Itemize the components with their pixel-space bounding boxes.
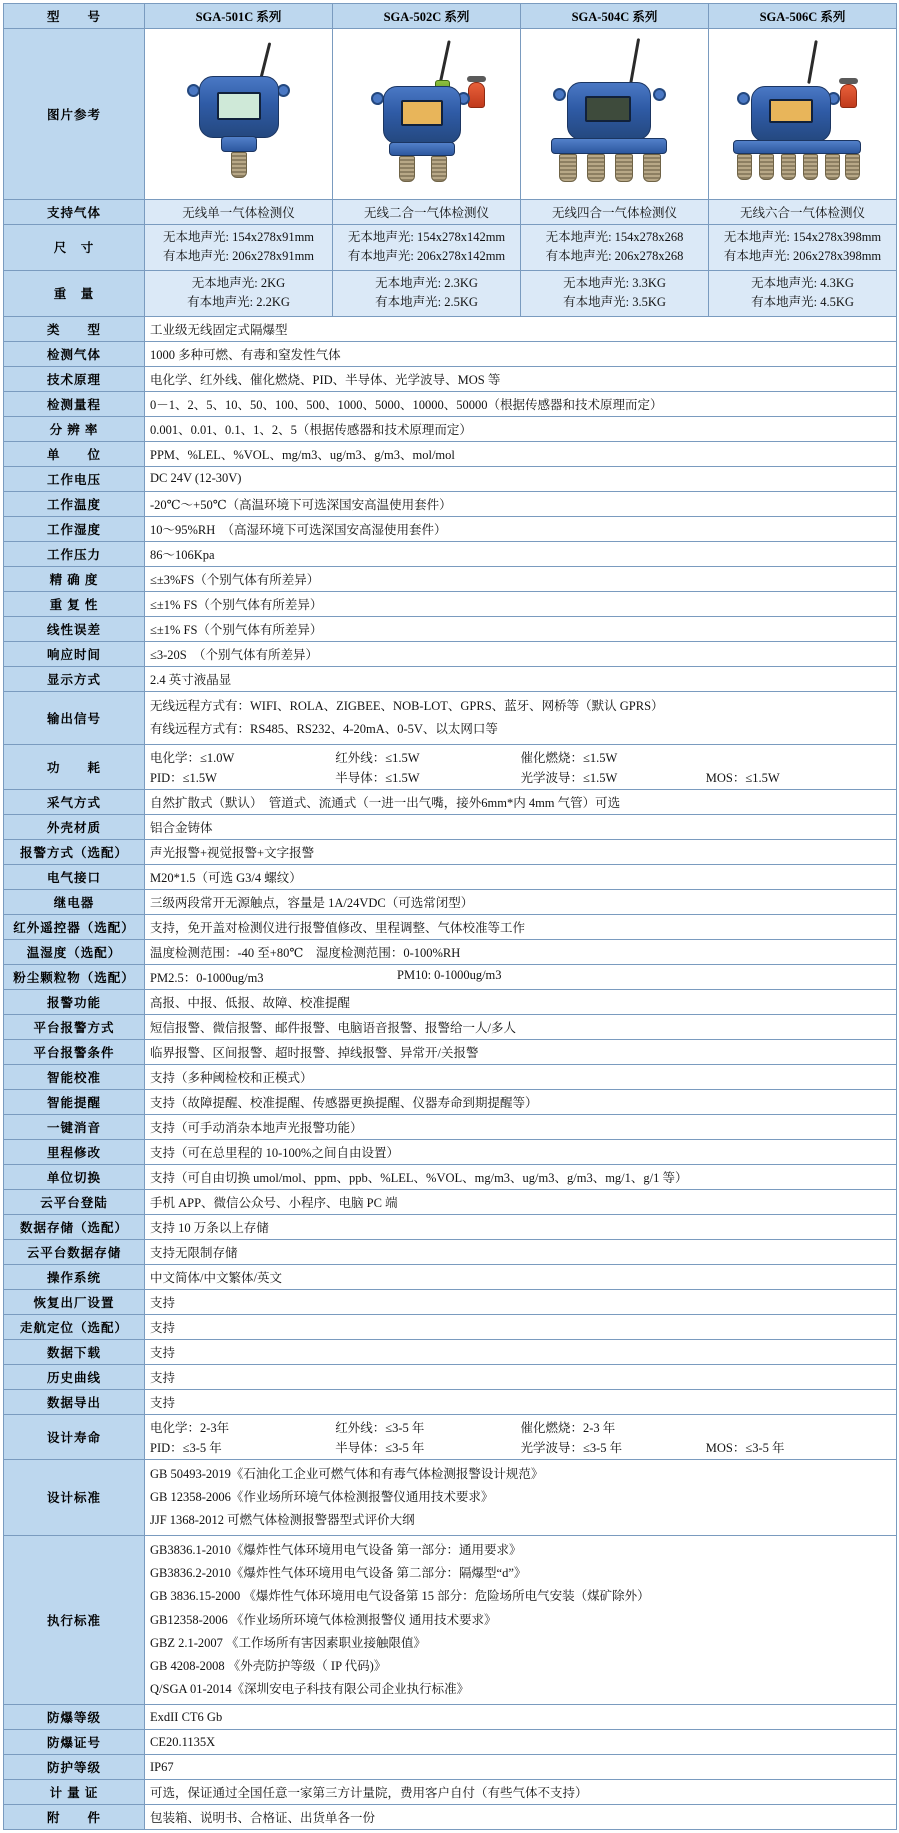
weight-502c-with-alarm: 有本地声光: 2.5KG bbox=[375, 295, 478, 310]
row-value-factory-reset: 支持 bbox=[145, 1289, 897, 1314]
weight-502c bbox=[333, 270, 521, 316]
row-label-linearity: 线性误差 bbox=[4, 616, 145, 641]
weight-506c bbox=[709, 270, 897, 316]
row-value-pressure: 86～106Kpa bbox=[145, 541, 897, 566]
row-label-housing: 外壳材质 bbox=[4, 814, 145, 839]
row-value-smart-reminder: 支持（故障提醒、校准提醒、传感器更换提醒、仪器寿命到期提醒等） bbox=[145, 1089, 897, 1114]
power-catalytic: 催化燃烧：≤1.5W bbox=[520, 750, 618, 765]
exec-standard-line-5: GBZ 2.1-2007 《工作场所有害因素职业接触限值》 bbox=[150, 1635, 427, 1650]
row-label-alarm-function: 报警功能 bbox=[4, 989, 145, 1014]
row-label-unit-switch: 单位切换 bbox=[4, 1164, 145, 1189]
power-optical: 光学波导：≤1.5W bbox=[520, 770, 618, 785]
sensor-probe bbox=[431, 156, 447, 182]
lifetime-catalytic: 催化燃烧：2-3 年 bbox=[520, 1420, 616, 1435]
table-row-data-download bbox=[4, 1339, 897, 1364]
row-label-gps-option: 走航定位（选配） bbox=[4, 1314, 145, 1339]
table-row-ir-remote bbox=[4, 914, 897, 939]
row-value-data-storage: 支持 10 万条以上存储 bbox=[145, 1214, 897, 1239]
sensor-probe bbox=[231, 152, 247, 178]
exec-standard-line-1: GB3836.1-2010《爆炸性气体环境用电气设备 第一部分：通用要求》 bbox=[150, 1543, 522, 1558]
weight-506c-no-alarm: 无本地声光: 4.3KG bbox=[751, 275, 854, 290]
row-value-ir-remote: 支持，免开盖对检测仪进行报警值修改、里程调整、气体校准等工作 bbox=[145, 914, 897, 939]
row-label-data-export: 数据导出 bbox=[4, 1389, 145, 1414]
table-row-cloud-login bbox=[4, 1189, 897, 1214]
power-electrochemical: 电化学：≤1.0W bbox=[150, 750, 235, 765]
row-label-data-download: 数据下载 bbox=[4, 1339, 145, 1364]
table-row-temperature bbox=[4, 491, 897, 516]
row-label-technology: 技术原理 bbox=[4, 366, 145, 391]
dust-blank bbox=[644, 968, 891, 986]
device-manifold bbox=[389, 142, 455, 156]
table-row-os bbox=[4, 1264, 897, 1289]
row-label-ex-rating: 防爆等级 bbox=[4, 1705, 145, 1730]
support-gas-501c: 无线单一气体检测仪 bbox=[145, 200, 333, 225]
row-label-data-storage: 数据存储（选配） bbox=[4, 1214, 145, 1239]
size-502c bbox=[333, 225, 521, 271]
lifetime-pid: PID：≤3-5 年 bbox=[150, 1440, 222, 1455]
table-row-size bbox=[4, 225, 897, 271]
size-501c-with-alarm: 有本地声光: 206x278x91mm bbox=[162, 249, 315, 264]
row-label-temperature: 工作温度 bbox=[4, 491, 145, 516]
row-label-repeatability: 重 复 性 bbox=[4, 591, 145, 616]
device-manifold bbox=[733, 140, 861, 154]
model-504c: SGA-504C 系列 bbox=[521, 4, 709, 29]
row-label-sampling: 采气方式 bbox=[4, 789, 145, 814]
table-row-response-time bbox=[4, 641, 897, 666]
power-pid: PID：≤1.5W bbox=[150, 770, 217, 785]
device-manifold bbox=[551, 138, 667, 154]
row-value-accessories: 包装箱、说明书、合格证、出货单各一份 bbox=[145, 1805, 897, 1830]
mount-ear-left-icon bbox=[553, 88, 566, 101]
table-row-dust bbox=[4, 964, 897, 989]
sensor-probe bbox=[737, 154, 752, 180]
row-label-metrology-cert: 计 量 证 bbox=[4, 1780, 145, 1805]
table-row-housing bbox=[4, 814, 897, 839]
model-506c: SGA-506C 系列 bbox=[709, 4, 897, 29]
design-standard-line-1: GB 50493-2019《石油化工企业可燃气体和有毒气体检测报警设计规范》 bbox=[150, 1466, 544, 1481]
row-label-unit: 单 位 bbox=[4, 441, 145, 466]
row-value-repeatability: ≤±1% FS（个别气体有所差异） bbox=[145, 591, 897, 616]
row-label-resolution: 分 辨 率 bbox=[4, 416, 145, 441]
dust-pm10: PM10: 0-1000ug/m3 bbox=[397, 967, 502, 982]
row-label-design-standard: 设计标准 bbox=[4, 1459, 145, 1535]
row-label-image-reference: 图片参考 bbox=[4, 29, 145, 200]
weight-504c-no-alarm: 无本地声光: 3.3KG bbox=[563, 275, 666, 290]
table-row-relay bbox=[4, 889, 897, 914]
row-label-support-gas: 支持气体 bbox=[4, 200, 145, 225]
row-value-platform-alarm-condition: 临界报警、区间报警、超时报警、掉线报警、异常开/关报警 bbox=[145, 1039, 897, 1064]
table-row-accuracy bbox=[4, 566, 897, 591]
mount-ear-right-icon bbox=[653, 88, 666, 101]
table-row-alarm-function bbox=[4, 989, 897, 1014]
design-standard-line-2: GB 12358-2006《作业场所环境气体检测报警仪通用技术要求》 bbox=[150, 1489, 494, 1504]
table-row-linearity bbox=[4, 616, 897, 641]
table-row-unit bbox=[4, 441, 897, 466]
row-label-ex-cert: 防爆证号 bbox=[4, 1730, 145, 1755]
specification-table bbox=[3, 3, 897, 1830]
row-value-temperature: -20℃～+50℃（高温环境下可选深国安高温使用套件） bbox=[145, 491, 897, 516]
exec-standard-line-4: GB12358-2006 《作业场所环境气体检测报警仪 通用技术要求》 bbox=[150, 1612, 497, 1627]
table-row-smart-calibration bbox=[4, 1064, 897, 1089]
row-value-response-time: ≤3-20S （个别气体有所差异） bbox=[145, 641, 897, 666]
lifetime-electrochemical: 电化学：2-3年 bbox=[150, 1420, 230, 1435]
row-label-detect-gas: 检测气体 bbox=[4, 341, 145, 366]
size-506c-no-alarm: 无本地声光: 154x278x398mm bbox=[723, 230, 882, 244]
support-gas-506c: 无线六合一气体检测仪 bbox=[709, 200, 897, 225]
model-501c: SGA-501C 系列 bbox=[145, 4, 333, 29]
row-label-platform-alarm-condition: 平台报警条件 bbox=[4, 1039, 145, 1064]
table-row-ex-cert bbox=[4, 1730, 897, 1755]
antenna-icon bbox=[628, 38, 639, 86]
row-value-display: 2.4 英寸液晶显 bbox=[145, 666, 897, 691]
row-label-power: 功 耗 bbox=[4, 744, 145, 789]
size-504c-with-alarm: 有本地声光: 206x278x268 bbox=[545, 249, 684, 264]
table-row-weight bbox=[4, 270, 897, 316]
table-row-range bbox=[4, 391, 897, 416]
size-502c-no-alarm: 无本地声光: 154x278x142mm bbox=[347, 230, 506, 244]
model-502c: SGA-502C 系列 bbox=[333, 4, 521, 29]
weight-501c-no-alarm: 无本地声光: 2KG bbox=[191, 275, 286, 290]
row-value-unit-switch: 支持（可自由切换 umol/mol、ppm、ppb、%LEL、%VOL、mg/m3、ug/m3、g/m3、mg/1、g/1 等） bbox=[145, 1164, 897, 1189]
weight-501c-with-alarm: 有本地声光: 2.2KG bbox=[187, 295, 290, 310]
sensor-probe bbox=[781, 154, 796, 180]
design-standard-line-3: JJF 1368-2012 可燃气体检测报警器型式评价大纲 bbox=[150, 1513, 415, 1527]
row-label-cloud-login: 云平台登陆 bbox=[4, 1189, 145, 1214]
power-mos: MOS：≤1.5W bbox=[705, 770, 780, 785]
device-display bbox=[401, 100, 443, 126]
table-row-ip-rating bbox=[4, 1755, 897, 1780]
row-label-alarm-mode: 报警方式（选配） bbox=[4, 839, 145, 864]
row-value-gps-option: 支持 bbox=[145, 1314, 897, 1339]
sensor-probe bbox=[615, 154, 633, 182]
row-value-output-signal bbox=[145, 691, 897, 744]
table-row-design-standard bbox=[4, 1459, 897, 1535]
row-value-dust bbox=[145, 964, 897, 989]
table-row-pressure bbox=[4, 541, 897, 566]
row-label-lifetime: 设计寿命 bbox=[4, 1414, 145, 1459]
antenna-icon bbox=[807, 40, 818, 84]
sensor-probe bbox=[643, 154, 661, 182]
output-signal-wired: 有线远程方式有：RS485、RS232、4-20mA、0-5V、以太网口等 bbox=[150, 721, 498, 736]
dust-grid bbox=[150, 968, 891, 986]
device-image-504c bbox=[521, 29, 709, 200]
row-value-voltage: DC 24V (12-30V) bbox=[145, 466, 897, 491]
row-value-linearity: ≤±1% FS（个别气体有所差异） bbox=[145, 616, 897, 641]
alarm-beacon-icon bbox=[840, 84, 857, 108]
table-row-output-signal bbox=[4, 691, 897, 744]
row-label-accessories: 附 件 bbox=[4, 1805, 145, 1830]
row-label-temp-humidity-option: 温湿度（选配） bbox=[4, 939, 145, 964]
row-label-output-signal: 输出信号 bbox=[4, 691, 145, 744]
row-label-pressure: 工作压力 bbox=[4, 541, 145, 566]
device-display bbox=[217, 92, 261, 120]
row-label-ir-remote: 红外遥控器（选配） bbox=[4, 914, 145, 939]
table-row-metrology-cert bbox=[4, 1780, 897, 1805]
row-label-electrical-interface: 电气接口 bbox=[4, 864, 145, 889]
row-label-accuracy: 精 确 度 bbox=[4, 566, 145, 591]
device-neck bbox=[221, 136, 257, 152]
row-value-history-curve: 支持 bbox=[145, 1364, 897, 1389]
spec-sheet-page bbox=[0, 3, 899, 1830]
size-502c-with-alarm: 有本地声光: 206x278x142mm bbox=[347, 249, 506, 264]
row-label-exec-standard: 执行标准 bbox=[4, 1536, 145, 1705]
row-label-history-curve: 历史曲线 bbox=[4, 1364, 145, 1389]
table-row-range-modify bbox=[4, 1139, 897, 1164]
row-value-resolution: 0.001、0.01、0.1、1、2、5（根据传感器和技术原理而定） bbox=[145, 416, 897, 441]
size-506c bbox=[709, 225, 897, 271]
row-value-range-modify: 支持（可在总里程的 10-100%之间自由设置） bbox=[145, 1139, 897, 1164]
row-value-alarm-mode: 声光报警+视觉报警+文字报警 bbox=[145, 839, 897, 864]
row-value-ip-rating: IP67 bbox=[145, 1755, 897, 1780]
exec-standard-line-7: Q/SGA 01-2014《深圳安电子科技有限公司企业执行标准》 bbox=[150, 1681, 470, 1696]
table-row-support-gas bbox=[4, 200, 897, 225]
row-value-electrical-interface: M20*1.5（可选 G3/4 螺纹） bbox=[145, 864, 897, 889]
row-value-humidity: 10～95%RH （高湿环境下可选深国安高湿使用套件） bbox=[145, 516, 897, 541]
power-infrared: 红外线：≤1.5W bbox=[335, 750, 420, 765]
row-value-cloud-storage: 支持无限制存储 bbox=[145, 1239, 897, 1264]
dust-pm25: PM2.5：0-1000ug/m3 bbox=[150, 970, 264, 985]
row-label-smart-calibration: 智能校准 bbox=[4, 1064, 145, 1089]
device-display bbox=[769, 99, 813, 123]
power-grid bbox=[150, 748, 891, 786]
row-value-unit: PPM、%LEL、%VOL、mg/m3、ug/m3、g/m3、mol/mol bbox=[145, 441, 897, 466]
table-row-unit-switch bbox=[4, 1164, 897, 1189]
row-value-cloud-login: 手机 APP、微信公众号、小程序、电脑 PC 端 bbox=[145, 1189, 897, 1214]
row-value-detect-gas: 1000 多种可燃、有毒和窒发性气体 bbox=[145, 341, 897, 366]
row-value-accuracy: ≤±3%FS（个别气体有所差异） bbox=[145, 566, 897, 591]
row-value-design-standard bbox=[145, 1459, 897, 1535]
table-row-cloud-storage bbox=[4, 1239, 897, 1264]
table-row-detect-gas bbox=[4, 341, 897, 366]
table-row-resolution bbox=[4, 416, 897, 441]
row-value-metrology-cert: 可选，保证通过全国任意一家第三方计量院，费用客户自付（有些气体不支持） bbox=[145, 1780, 897, 1805]
size-506c-with-alarm: 有本地声光: 206x278x398mm bbox=[723, 249, 882, 264]
row-value-data-download: 支持 bbox=[145, 1339, 897, 1364]
table-row-display bbox=[4, 666, 897, 691]
table-row-temp-humidity-option bbox=[4, 939, 897, 964]
support-gas-504c: 无线四合一气体检测仪 bbox=[521, 200, 709, 225]
sensor-probe bbox=[399, 156, 415, 182]
weight-504c bbox=[521, 270, 709, 316]
sensor-probe bbox=[845, 154, 860, 180]
row-label-platform-alarm-mode: 平台报警方式 bbox=[4, 1014, 145, 1039]
row-label-range-modify: 里程修改 bbox=[4, 1139, 145, 1164]
table-row-alarm-mode bbox=[4, 839, 897, 864]
table-row-accessories bbox=[4, 1805, 897, 1830]
row-value-range: 0－1、2、5、10、50、100、500、1000、5000、10000、50000（根据传感器和技术原理而定） bbox=[145, 391, 897, 416]
row-label-size: 尺 寸 bbox=[4, 225, 145, 271]
row-value-exec-standard bbox=[145, 1536, 897, 1705]
table-row-platform-alarm-condition bbox=[4, 1039, 897, 1064]
row-label-smart-reminder: 智能提醒 bbox=[4, 1089, 145, 1114]
row-value-housing: 铝合金铸体 bbox=[145, 814, 897, 839]
sensor-probe bbox=[587, 154, 605, 182]
output-signal-wireless: 无线远程方式有：WIFI、ROLA、ZIGBEE、NOB-LOT、GPRS、蓝牙、网桥等（默认 GPRS） bbox=[150, 698, 664, 713]
row-value-power bbox=[145, 744, 897, 789]
table-row-data-export bbox=[4, 1389, 897, 1414]
power-blank bbox=[706, 748, 891, 766]
table-row-power bbox=[4, 744, 897, 789]
device-display bbox=[585, 96, 631, 122]
row-value-platform-alarm-mode: 短信报警、微信报警、邮件报警、电脑语音报警、报警给一人/多人 bbox=[145, 1014, 897, 1039]
table-row-one-key-mute bbox=[4, 1114, 897, 1139]
alarm-beacon-icon bbox=[468, 82, 485, 108]
row-label-voltage: 工作电压 bbox=[4, 466, 145, 491]
table-row-exec-standard bbox=[4, 1536, 897, 1705]
weight-504c-with-alarm: 有本地声光: 3.5KG bbox=[563, 295, 666, 310]
table-row-smart-reminder bbox=[4, 1089, 897, 1114]
row-label-one-key-mute: 一键消音 bbox=[4, 1114, 145, 1139]
lifetime-blank bbox=[706, 1418, 891, 1436]
row-value-temp-humidity-option: 温度检测范围：-40 至+80℃ 湿度检测范围：0-100%RH bbox=[145, 939, 897, 964]
row-label-model: 型 号 bbox=[4, 4, 145, 29]
weight-502c-no-alarm: 无本地声光: 2.3KG bbox=[375, 275, 478, 290]
weight-506c-with-alarm: 有本地声光: 4.5KG bbox=[751, 295, 854, 310]
lifetime-semiconductor: 半导体：≤3-5 年 bbox=[335, 1440, 425, 1455]
row-value-os: 中文简体/中文繁体/英文 bbox=[145, 1264, 897, 1289]
row-value-lifetime bbox=[145, 1414, 897, 1459]
table-row-history-curve bbox=[4, 1364, 897, 1389]
row-value-alarm-function: 高报、中报、低报、故障、校准提醒 bbox=[145, 989, 897, 1014]
row-label-os: 操作系统 bbox=[4, 1264, 145, 1289]
row-value-one-key-mute: 支持（可手动消杂本地声光报警功能） bbox=[145, 1114, 897, 1139]
table-row-factory-reset bbox=[4, 1289, 897, 1314]
row-label-humidity: 工作湿度 bbox=[4, 516, 145, 541]
power-semiconductor: 半导体：≤1.5W bbox=[335, 770, 420, 785]
row-label-display: 显示方式 bbox=[4, 666, 145, 691]
table-row-ex-rating bbox=[4, 1705, 897, 1730]
table-row-sampling bbox=[4, 789, 897, 814]
table-row-model bbox=[4, 4, 897, 29]
row-label-relay: 继电器 bbox=[4, 889, 145, 914]
table-row-lifetime bbox=[4, 1414, 897, 1459]
device-image-502c bbox=[333, 29, 521, 200]
row-value-ex-rating: ExdII CT6 Gb bbox=[145, 1705, 897, 1730]
exec-standard-line-6: GB 4208-2008 《外壳防护等级（ IP 代码)》 bbox=[150, 1658, 387, 1673]
mount-ear-left-icon bbox=[737, 92, 750, 105]
row-label-factory-reset: 恢复出厂设置 bbox=[4, 1289, 145, 1314]
table-row-gps-option bbox=[4, 1314, 897, 1339]
table-row-repeatability bbox=[4, 591, 897, 616]
table-row-humidity bbox=[4, 516, 897, 541]
lifetime-grid bbox=[150, 1418, 891, 1456]
exec-standard-line-3: GB 3836.15-2000 《爆炸性气体环境用电气设备第 15 部分：危险场所电气安装（煤矿除外） bbox=[150, 1589, 650, 1604]
size-501c bbox=[145, 225, 333, 271]
table-row-technology bbox=[4, 366, 897, 391]
table-row-electrical-interface bbox=[4, 864, 897, 889]
table-row-voltage bbox=[4, 466, 897, 491]
table-row-type bbox=[4, 316, 897, 341]
support-gas-502c: 无线二合一气体检测仪 bbox=[333, 200, 521, 225]
table-row-platform-alarm-mode bbox=[4, 1014, 897, 1039]
row-label-type: 类 型 bbox=[4, 316, 145, 341]
sensor-probe bbox=[759, 154, 774, 180]
lifetime-mos: MOS：≤3-5 年 bbox=[705, 1440, 785, 1455]
row-value-technology: 电化学、红外线、催化燃烧、PID、半导体、光学波导、MOS 等 bbox=[145, 366, 897, 391]
sensor-probe bbox=[825, 154, 840, 180]
row-label-cloud-storage: 云平台数据存储 bbox=[4, 1239, 145, 1264]
row-value-sampling: 自然扩散式（默认） 管道式、流通式（一进一出气嘴，接外6mm*内 4mm 气管）可选 bbox=[145, 789, 897, 814]
sensor-probe bbox=[559, 154, 577, 182]
lifetime-infrared: 红外线：≤3-5 年 bbox=[335, 1420, 425, 1435]
size-504c-no-alarm: 无本地声光: 154x278x268 bbox=[545, 230, 684, 244]
row-value-data-export: 支持 bbox=[145, 1389, 897, 1414]
row-label-ip-rating: 防护等级 bbox=[4, 1755, 145, 1780]
row-label-dust: 粉尘颗粒物（选配） bbox=[4, 964, 145, 989]
weight-501c bbox=[145, 270, 333, 316]
row-value-smart-calibration: 支持（多种阈检校和正模式） bbox=[145, 1064, 897, 1089]
device-image-501c bbox=[145, 29, 333, 200]
row-label-range: 检测量程 bbox=[4, 391, 145, 416]
row-value-relay: 三级两段常开无源触点，容量是 1A/24VDC（可选常闭型） bbox=[145, 889, 897, 914]
row-label-weight: 重 量 bbox=[4, 270, 145, 316]
lifetime-optical: 光学波导：≤3-5 年 bbox=[520, 1440, 623, 1455]
table-row-image-reference bbox=[4, 29, 897, 200]
row-label-response-time: 响应时间 bbox=[4, 641, 145, 666]
device-image-506c bbox=[709, 29, 897, 200]
sensor-probe bbox=[803, 154, 818, 180]
size-504c bbox=[521, 225, 709, 271]
table-row-data-storage bbox=[4, 1214, 897, 1239]
exec-standard-line-2: GB3836.2-2010《爆炸性气体环境用电气设备 第二部分：隔爆型“d”》 bbox=[150, 1566, 527, 1581]
size-501c-no-alarm: 无本地声光: 154x278x91mm bbox=[162, 230, 315, 244]
row-value-type: 工业级无线固定式隔爆型 bbox=[145, 316, 897, 341]
row-value-ex-cert: CE20.1135X bbox=[145, 1730, 897, 1755]
antenna-icon bbox=[438, 40, 450, 86]
